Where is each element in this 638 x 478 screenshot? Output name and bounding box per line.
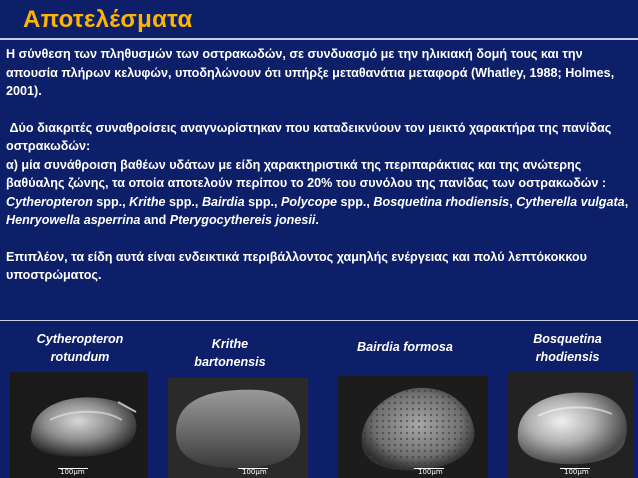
scale-label: 100μm bbox=[242, 468, 267, 476]
taxon-suffix: spp., bbox=[165, 194, 202, 209]
slide-title: Αποτελέσματα bbox=[23, 6, 193, 33]
section-divider bbox=[0, 320, 638, 321]
slide-body bbox=[6, 45, 634, 285]
paragraph-1: Η σύνθεση των πληθυσμών των οστρακωδών, σε συνδυασμό με την ηλικιακή δομή τους και την απουσία πλήρων κελυφών, υποδηλώνουν ότι υπήρξε μεταθανάτια μεταφορά (Whatley, 1988; Holmes, 2001). bbox=[6, 47, 615, 98]
specimen-name-line2: bartonensis bbox=[194, 355, 266, 369]
specimen-caption-2 bbox=[180, 335, 280, 371]
specimen-photo-krithe bbox=[168, 378, 308, 478]
taxon-name: Cytherella vulgata bbox=[516, 194, 625, 209]
specimen-photo-bosquetina bbox=[508, 372, 634, 478]
taxon-suffix: , bbox=[624, 194, 629, 209]
taxon-name: Bairdia bbox=[201, 194, 245, 209]
specimen-name-line1: Bosquetina bbox=[533, 332, 602, 346]
scale-label: 100μm bbox=[60, 468, 85, 476]
taxon-suffix: and bbox=[140, 213, 170, 227]
taxon-name: Pterygocythereis jonesii bbox=[169, 213, 316, 227]
specimen-name-line1: Cytheropteron bbox=[36, 332, 124, 346]
taxon-name: Bosquetina rhodiensis bbox=[373, 194, 510, 209]
paragraph-2-a-text: α) μία συνάθροιση βαθέων υδάτων με είδη χαρακτηριστικά της περιπαράκτιας και της ανώτερης βαθύαλης ζώνης, τα οποία αποτελούν περίπου το 20% του συνόλου της πανίδας των οστρακωδών : bbox=[6, 157, 607, 190]
taxon-suffix: , bbox=[509, 194, 517, 209]
specimen-name-line2: rotundum bbox=[50, 350, 110, 364]
taxon-name: Krithe bbox=[129, 194, 166, 209]
paragraph-2-a bbox=[6, 156, 634, 230]
scale-label: 100μm bbox=[564, 468, 589, 476]
taxon-suffix: . bbox=[315, 213, 319, 227]
taxon-suffix: spp., bbox=[244, 194, 282, 209]
taxon-name: Cytheropteron bbox=[6, 194, 93, 209]
taxon-name: Henryowella asperrina bbox=[6, 213, 141, 227]
specimen-photo-bairdia bbox=[338, 376, 488, 478]
specimen-caption-3 bbox=[335, 338, 475, 356]
specimen-photo-cytheropteron bbox=[10, 372, 148, 478]
scale-label: 100μm bbox=[418, 468, 443, 476]
specimen-name-line2: rhodiensis bbox=[535, 350, 600, 364]
paragraph-2-intro-text: Δύο διακριτές συναθροίσεις αναγνωρίστηκαν που καταδεικνύουν τον μεικτό χαρακτήρα της πανίδας οστρακωδών: bbox=[6, 120, 612, 153]
specimen-name-line1: Bairdia formosa bbox=[357, 340, 453, 354]
paragraph-2-intro bbox=[6, 119, 634, 156]
taxon-suffix: spp., bbox=[337, 194, 374, 209]
taxon-suffix: spp., bbox=[92, 194, 130, 209]
title-divider bbox=[0, 38, 638, 40]
specimen-name-line1: Krithe bbox=[211, 337, 249, 351]
specimen-caption-4 bbox=[510, 330, 625, 366]
paragraph-3: Επιπλέον, τα είδη αυτά είναι ενδεικτικά περιβάλλοντος χαμηλής ενέργειας και πολύ λεπτόκοκκου υποστρώματος. bbox=[6, 249, 587, 282]
taxon-name: Polycope bbox=[281, 194, 338, 209]
specimen-caption-1 bbox=[20, 330, 140, 366]
